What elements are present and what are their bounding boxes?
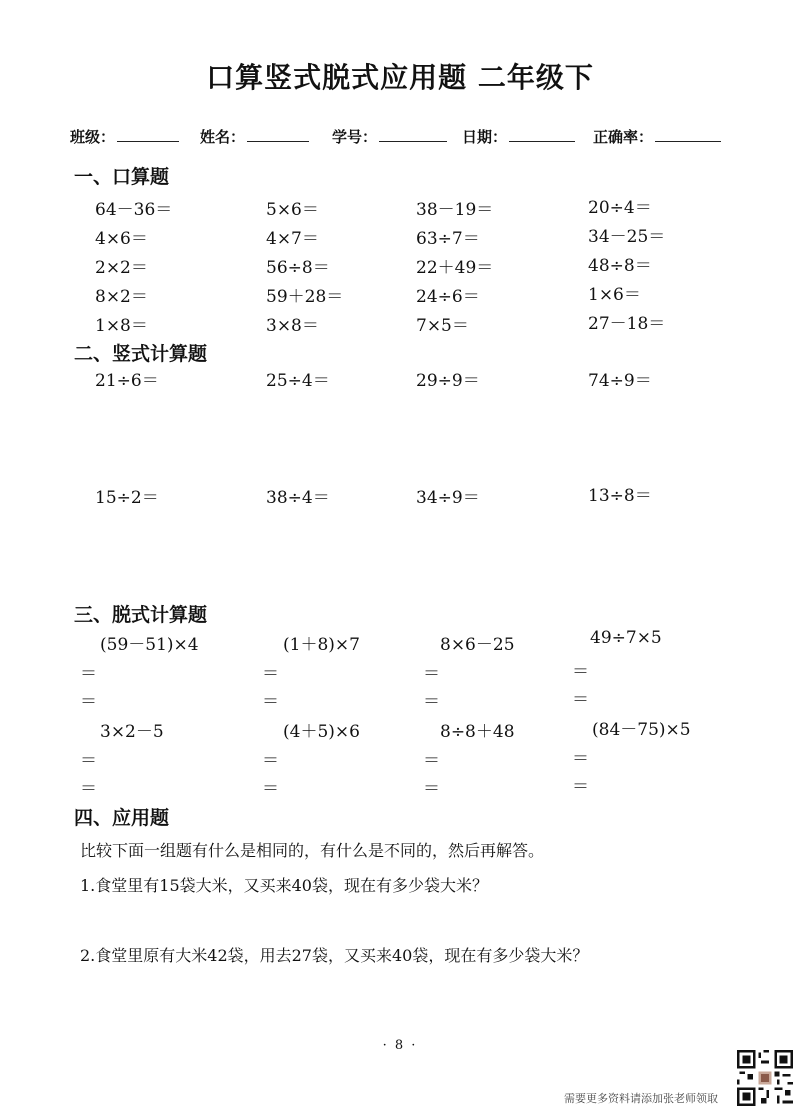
accuracy-field bbox=[593, 126, 721, 147]
stepwise-heading: 三、脱式计算题 bbox=[74, 604, 208, 626]
oral-problem: 7×5＝ bbox=[416, 316, 469, 336]
accuracy-blank bbox=[655, 127, 721, 142]
oral-problem: 38－19＝ bbox=[416, 200, 494, 220]
vertical-problem: 13÷8＝ bbox=[588, 486, 652, 506]
answer-line-equals: ＝ bbox=[423, 779, 440, 799]
stepwise-problem: 49÷7×5 bbox=[590, 628, 662, 648]
oral-problem: 34－25＝ bbox=[588, 227, 666, 247]
vertical-problem: 29÷9＝ bbox=[416, 371, 480, 391]
vertical-problem: 74÷9＝ bbox=[588, 371, 652, 391]
oral-problem: 5×6＝ bbox=[266, 200, 319, 220]
student-id-field bbox=[332, 126, 447, 147]
answer-line-equals: ＝ bbox=[572, 777, 589, 797]
oral-problem: 2×2＝ bbox=[95, 258, 148, 278]
stepwise-problem: (59－51)×4 bbox=[100, 635, 199, 655]
stepwise-problem: (1＋8)×7 bbox=[283, 635, 360, 655]
oral-problem: 48÷8＝ bbox=[588, 256, 652, 276]
date-blank bbox=[509, 127, 575, 142]
answer-line-equals: ＝ bbox=[80, 692, 97, 712]
oral-problem: 24÷6＝ bbox=[416, 287, 480, 307]
accuracy-label: 正确率： bbox=[593, 128, 654, 146]
student-id-label: 学号： bbox=[332, 128, 378, 146]
answer-line-equals: ＝ bbox=[423, 692, 440, 712]
oral-problem: 20÷4＝ bbox=[588, 198, 652, 218]
word-problems-intro: 比较下面一组题有什么是相同的，有什么是不同的，然后再解答。 bbox=[80, 841, 545, 860]
oral-problem: 59＋28＝ bbox=[266, 287, 344, 307]
name-label: 姓名： bbox=[200, 128, 246, 146]
vertical-problem: 34÷9＝ bbox=[416, 488, 480, 508]
class-label: 班级： bbox=[70, 128, 116, 146]
answer-line-equals: ＝ bbox=[80, 779, 97, 799]
oral-problem: 8×2＝ bbox=[95, 287, 148, 307]
date-label: 日期： bbox=[462, 128, 508, 146]
stepwise-problem: (4＋5)×6 bbox=[283, 722, 360, 742]
word-problem-1: 1.食堂里有15袋大米，又买来40袋，现在有多少袋大米？ bbox=[80, 876, 488, 895]
oral-problem: 1×6＝ bbox=[588, 285, 641, 305]
vertical-problem: 21÷6＝ bbox=[95, 371, 159, 391]
word-problem-2: 2.食堂里原有大米42袋，用去27袋，又买来40袋，现在有多少袋大米？ bbox=[80, 946, 589, 965]
oral-problem: 63÷7＝ bbox=[416, 229, 480, 249]
date-field bbox=[462, 126, 575, 147]
answer-line-equals: ＝ bbox=[572, 749, 589, 769]
name-field bbox=[200, 126, 309, 147]
class-field bbox=[70, 126, 179, 147]
stepwise-problem: 8×6－25 bbox=[440, 635, 515, 655]
stepwise-problem: (84－75)×5 bbox=[592, 720, 691, 740]
answer-line-equals: ＝ bbox=[262, 664, 279, 684]
answer-line-equals: ＝ bbox=[572, 662, 589, 682]
oral-heading: 一、口算题 bbox=[74, 166, 170, 188]
vertical-problem: 38÷4＝ bbox=[266, 488, 330, 508]
page-number: · 8 · bbox=[382, 1038, 418, 1053]
class-blank bbox=[117, 127, 179, 142]
student-id-blank bbox=[379, 127, 447, 142]
oral-problem: 4×6＝ bbox=[95, 229, 148, 249]
answer-line-equals: ＝ bbox=[80, 751, 97, 771]
vertical-problem: 15÷2＝ bbox=[95, 488, 159, 508]
qr-code-icon bbox=[737, 1050, 793, 1106]
oral-problem: 22＋49＝ bbox=[416, 258, 494, 278]
answer-line-equals: ＝ bbox=[80, 664, 97, 684]
oral-problem: 1×8＝ bbox=[95, 316, 148, 336]
answer-line-equals: ＝ bbox=[423, 751, 440, 771]
word-problems-heading: 四、应用题 bbox=[74, 807, 170, 829]
answer-line-equals: ＝ bbox=[262, 779, 279, 799]
vertical-heading: 二、竖式计算题 bbox=[74, 343, 208, 365]
oral-problem: 4×7＝ bbox=[266, 229, 319, 249]
stepwise-problem: 3×2－5 bbox=[100, 722, 164, 742]
answer-line-equals: ＝ bbox=[262, 692, 279, 712]
footer-note: 需要更多资料请添加张老师领取 bbox=[564, 1092, 718, 1105]
oral-problem: 3×8＝ bbox=[266, 316, 319, 336]
answer-line-equals: ＝ bbox=[262, 751, 279, 771]
name-blank bbox=[247, 127, 309, 142]
page-title: 口算竖式脱式应用题 二年级下 bbox=[206, 61, 594, 94]
stepwise-problem: 8÷8＋48 bbox=[440, 722, 515, 742]
oral-problem: 64－36＝ bbox=[95, 200, 173, 220]
oral-problem: 56÷8＝ bbox=[266, 258, 330, 278]
oral-problem: 27－18＝ bbox=[588, 314, 666, 334]
vertical-problem: 25÷4＝ bbox=[266, 371, 330, 391]
answer-line-equals: ＝ bbox=[572, 690, 589, 710]
answer-line-equals: ＝ bbox=[423, 664, 440, 684]
